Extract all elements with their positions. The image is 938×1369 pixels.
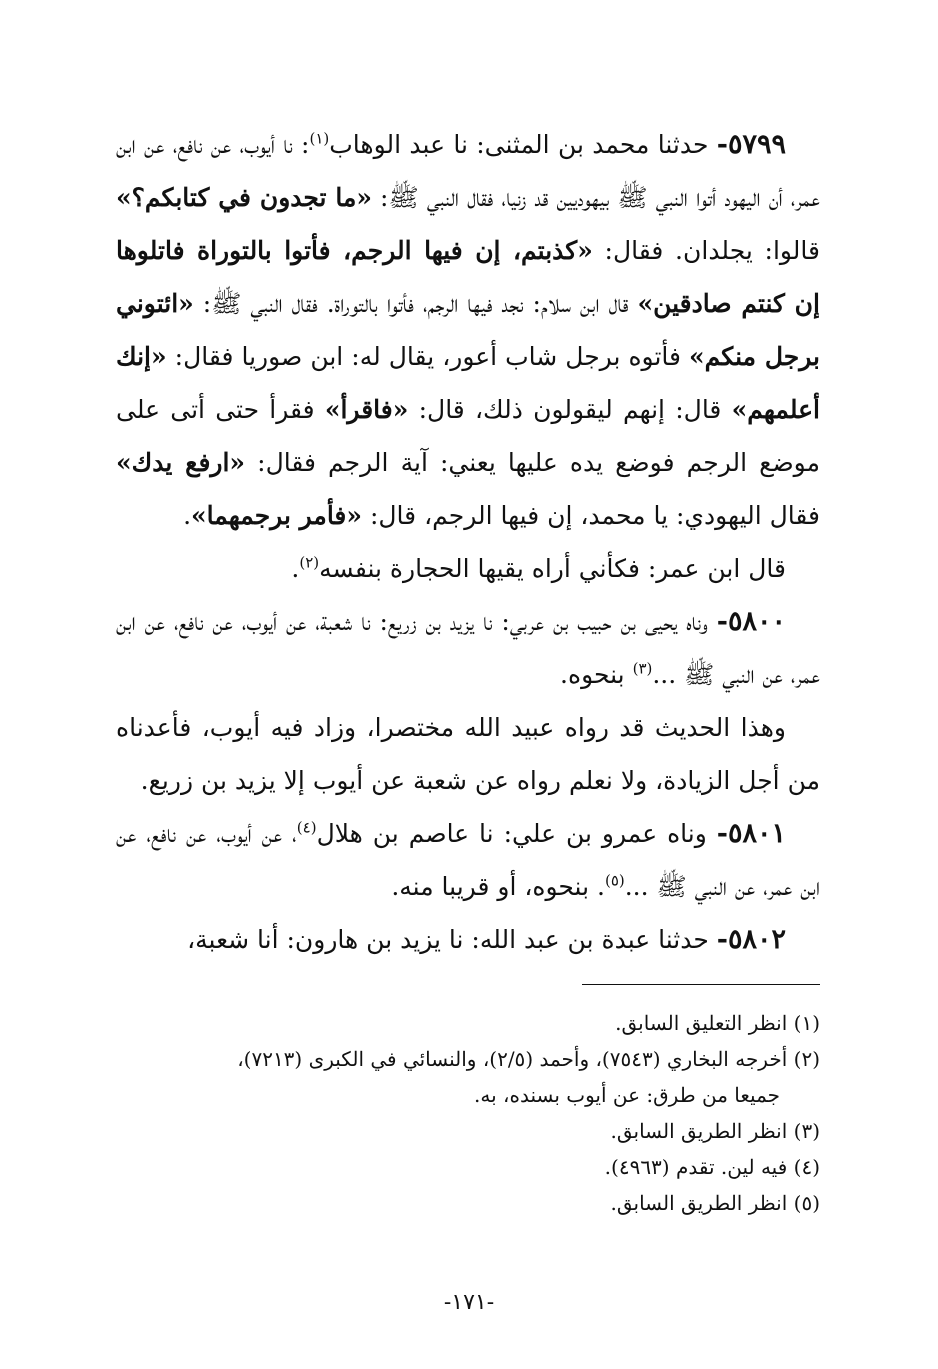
footnote-4: (٤) فيه لين. تقدم (٤٩٦٣).	[604, 1155, 820, 1179]
prophet-quote: «كذبتم، إن فيها الرجم، فأتوا بالتوراة فاتلوها إن كنتم صادقين»	[116, 236, 820, 318]
hadith-text: وناه عمرو بن علي: نا عاصم بن هلال	[316, 819, 717, 848]
prophet-quote: «ائتوني برجل منكم»	[116, 289, 820, 371]
comment-text: .	[291, 554, 300, 583]
hadith-number: ٥٨٠١-	[716, 818, 786, 849]
hadith-text: قال ابن سلام: نجد فيها الرجم، فأتوا بالتوراة. فقال النبي ﷺ:	[193, 289, 638, 318]
footnote-ref: (٥)	[604, 871, 625, 890]
hadith-5799	[116, 118, 820, 542]
hadith-text: ، عن أيوب، عن نافع، عن ابن عمر، عن النبي ﷺ ...	[116, 819, 820, 901]
hadith-text: : نا أيوب، عن نافع، عن ابن عمر، أن اليهود أتوا النبي ﷺ بيهوديين قد زنيا، فقال النبي ﷺ:	[116, 130, 820, 212]
footnote-2: (٢) أخرجه البخاري (٧٥٤٣)، وأحمد (٢/٥)، والنسائي في الكبرى (٧٢١٣)،	[237, 1047, 820, 1071]
hadith-text: قال: إنهم ليقولون ذلك، قال:	[408, 395, 732, 424]
prophet-quote: «إنك أعلمهم»	[116, 342, 821, 424]
hadith-text: حدثنا محمد بن المثنى: نا عبد الوهاب	[329, 130, 717, 159]
prophet-quote: «فأمر برجمهما»	[191, 501, 363, 530]
comment-text: وهذا الحديث قد رواه عبيد الله مختصرا، وزاد فيه أيوب، فأعدناه من أجل الزيادة، ولا نعلم رواه عن شعبة عن أيوب إلا يزيد بن زريع.	[116, 713, 820, 795]
main-text	[116, 118, 820, 966]
hadith-text: فقرأ حتى أتى على موضع الرجم فوضع يده عليها يعني: آية الرجم فقال:	[116, 395, 820, 477]
footnote-ref: (٢)	[299, 553, 320, 572]
hadith-text: حدثنا عبدة بن عبد الله: نا يزيد بن هارون: أنا شعبة،	[187, 925, 717, 954]
hadith-number: ٥٨٠٢-	[716, 924, 786, 955]
hadith-text: .	[183, 501, 192, 530]
prophet-quote: «ارفع يدك»	[116, 448, 246, 477]
footnote-ref: (٤)	[296, 818, 317, 837]
hadith-text: وناه يحيى بن حبيب بن عربي: نا يزيد بن زريع: نا شعبة، عن أيوب، عن نافع، عن ابن عمر، عن النبي ﷺ ...	[116, 607, 820, 689]
hadith-5802	[116, 913, 820, 966]
hadith-5800	[116, 595, 820, 701]
footnote-2-continued: جميعا من طرق: عن أيوب بسنده، به.	[474, 1083, 780, 1107]
footnote-1: (١) انظر التعليق السابق.	[615, 1011, 820, 1035]
comment-5800	[116, 701, 820, 807]
footnote-ref: (٣)	[632, 659, 653, 678]
footnote-separator	[582, 984, 820, 985]
hadith-number: ٥٧٩٩-	[716, 129, 786, 160]
footnote-ref: (١)	[309, 129, 330, 148]
hadith-text: فأتوه برجل شاب أعور، يقال له: ابن صوريا فقال:	[166, 342, 690, 371]
prophet-quote: «ما تجدون في كتابكم؟»	[116, 183, 372, 212]
comment-5799	[116, 542, 820, 595]
footnote-3: (٣) انظر الطريق السابق.	[610, 1119, 820, 1143]
hadith-text: فقال اليهودي: يا محمد، إن فيها الرجم، قال:	[362, 501, 820, 530]
footnotes	[116, 1005, 820, 1221]
hadith-text: . بنحوه، أو قريبا منه.	[391, 872, 605, 901]
hadith-number: ٥٨٠٠-	[716, 606, 786, 637]
comment-text: قال ابن عمر: فكأني أراه يقيها الحجارة بنفسه	[319, 554, 786, 583]
hadith-5801	[116, 807, 820, 913]
footnote-5: (٥) انظر الطريق السابق.	[610, 1191, 820, 1215]
prophet-quote: «فاقرأ»	[324, 395, 409, 424]
hadith-text: قالوا: يجلدان. فقال:	[592, 236, 820, 265]
page-number: -١٧١-	[443, 1290, 495, 1315]
hadith-text: بنحوه.	[560, 660, 633, 689]
